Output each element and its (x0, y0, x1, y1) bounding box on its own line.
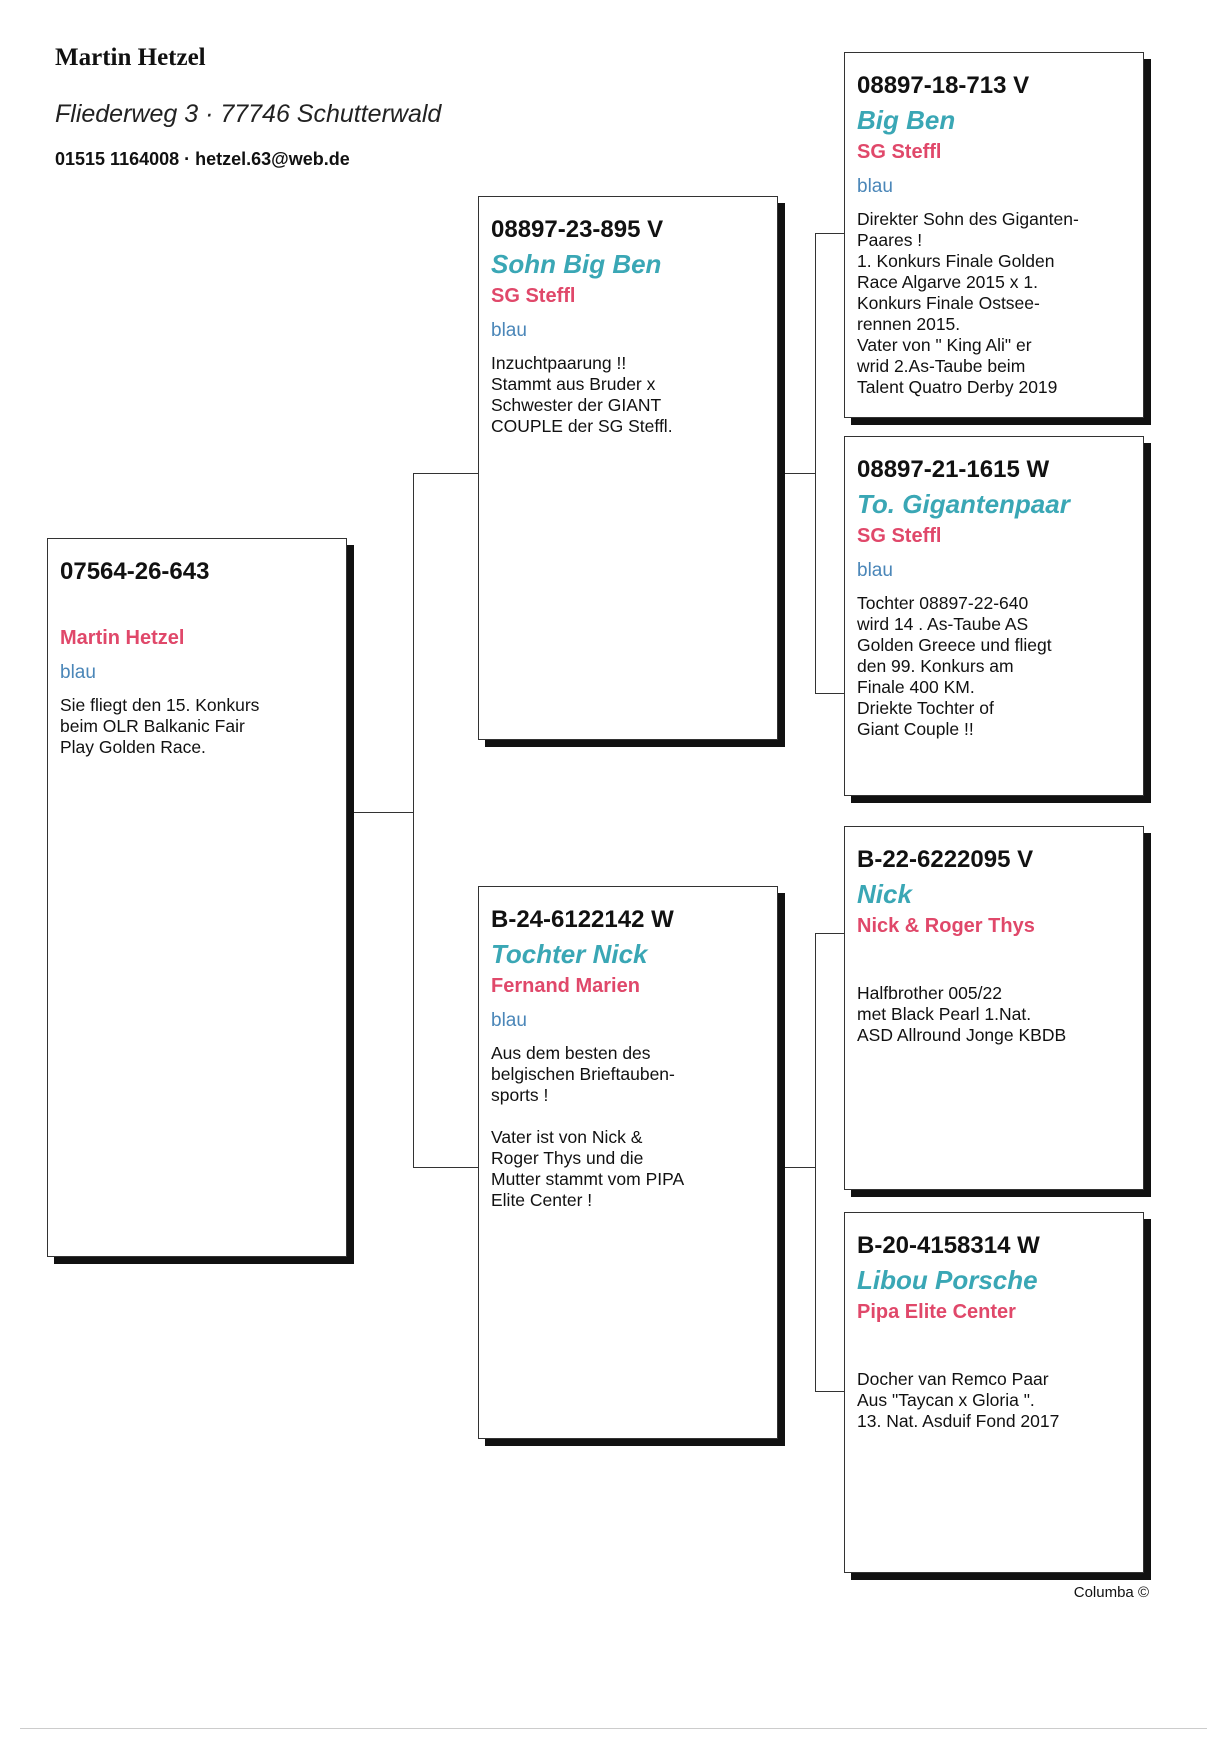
breeder: Martin Hetzel (60, 627, 185, 649)
owner-contact: 01515 1164008 · hetzel.63@web.de (55, 149, 350, 169)
connector-line (413, 473, 414, 1168)
breeder: SG Steffl (491, 285, 576, 307)
mm-card (844, 1212, 1144, 1573)
connector-line (815, 693, 845, 694)
ff-card (844, 52, 1144, 418)
connector-line (815, 1391, 845, 1392)
connector-line (352, 812, 414, 813)
pigeon-card (47, 538, 347, 1257)
ring-number: B-24-6122142 W (491, 906, 674, 933)
owner-name: Martin Hetzel (55, 44, 206, 71)
pigeon-color: blau (491, 1010, 527, 1031)
pigeon-color (857, 1335, 1131, 1359)
connector-line (784, 473, 816, 474)
pigeon-notes: Tochter 08897-22-640 wird 14 . As-Taube AS Golden Greece und fliegt den 99. Konkurs am Finale 400 KM. Driekte Tochter of Giant Couple !! (857, 593, 1052, 739)
pigeon-notes: Halfbrother 005/22 met Black Pearl 1.Nat. ASD Allround Jonge KBDB (857, 983, 1067, 1045)
father-card (478, 196, 778, 740)
connector-line (784, 1167, 816, 1168)
mf-card (844, 826, 1144, 1190)
pigeon-notes: Direkter Sohn des Giganten- Paares ! 1. Konkurs Finale Golden Race Algarve 2015 x 1. Konkurs Finale Ostsee- rennen 2015. Vater von " King Ali" er wrid 2.As-Taube beim Talent Quatro Derby 2019 (857, 209, 1079, 397)
pigeon-notes: Inzuchtpaarung !! Stammt aus Bruder x Schwester der GIANT COUPLE der SG Steffl. (491, 353, 673, 436)
pigeon-notes: Aus dem besten des belgischen Brieftauben- sports ! Vater ist von Nick & Roger Thys und die Mutter stammt vom PIPA Elite Center ! (491, 1043, 685, 1210)
pigeon-name: To. Gigantenpaar (857, 489, 1070, 519)
ring-number: 07564-26-643 (60, 558, 210, 585)
divider (20, 1728, 1207, 1729)
pigeon-name: Sohn Big Ben (491, 249, 662, 279)
breeder: Pipa Elite Center (857, 1301, 1016, 1323)
owner-address: Fliederweg 3 · 77746 Schutterwald (55, 100, 442, 128)
pigeon-color: blau (60, 662, 96, 683)
pigeon-color: blau (857, 560, 893, 581)
ring-number: B-20-4158314 W (857, 1232, 1040, 1259)
breeder: SG Steffl (857, 141, 942, 163)
pigeon-color (857, 949, 1131, 973)
pigeon-color: blau (491, 320, 527, 341)
breeder: SG Steffl (857, 525, 942, 547)
pigeon-color: blau (857, 176, 893, 197)
pigeon-name: Libou Porsche (857, 1265, 1038, 1295)
fm-card (844, 436, 1144, 796)
breeder: Nick & Roger Thys (857, 915, 1035, 937)
pigeon-notes: Sie fliegt den 15. Konkurs beim OLR Balkanic Fair Play Golden Race. (60, 695, 260, 757)
connector-line (413, 473, 479, 474)
pigeon-name: Big Ben (857, 105, 956, 135)
connector-line (413, 1167, 479, 1168)
pigeon-name: Tochter Nick (491, 939, 648, 969)
connector-line (815, 233, 845, 234)
pigeon-name (60, 589, 334, 623)
ring-number: 08897-21-1615 W (857, 456, 1050, 483)
pigeon-name: Nick (857, 879, 912, 909)
connector-line (815, 933, 816, 1392)
connector-line (815, 233, 816, 694)
pigeon-notes: Docher van Remco Paar Aus "Taycan x Gloria ". 13. Nat. Asduif Fond 2017 (857, 1369, 1060, 1431)
ring-number: 08897-18-713 V (857, 72, 1030, 99)
breeder: Fernand Marien (491, 975, 640, 997)
ring-number: B-22-6222095 V (857, 846, 1034, 873)
ring-number: 08897-23-895 V (491, 216, 664, 243)
footer-credit: Columba © (1073, 1584, 1149, 1601)
mother-card (478, 886, 778, 1439)
connector-line (815, 933, 845, 934)
